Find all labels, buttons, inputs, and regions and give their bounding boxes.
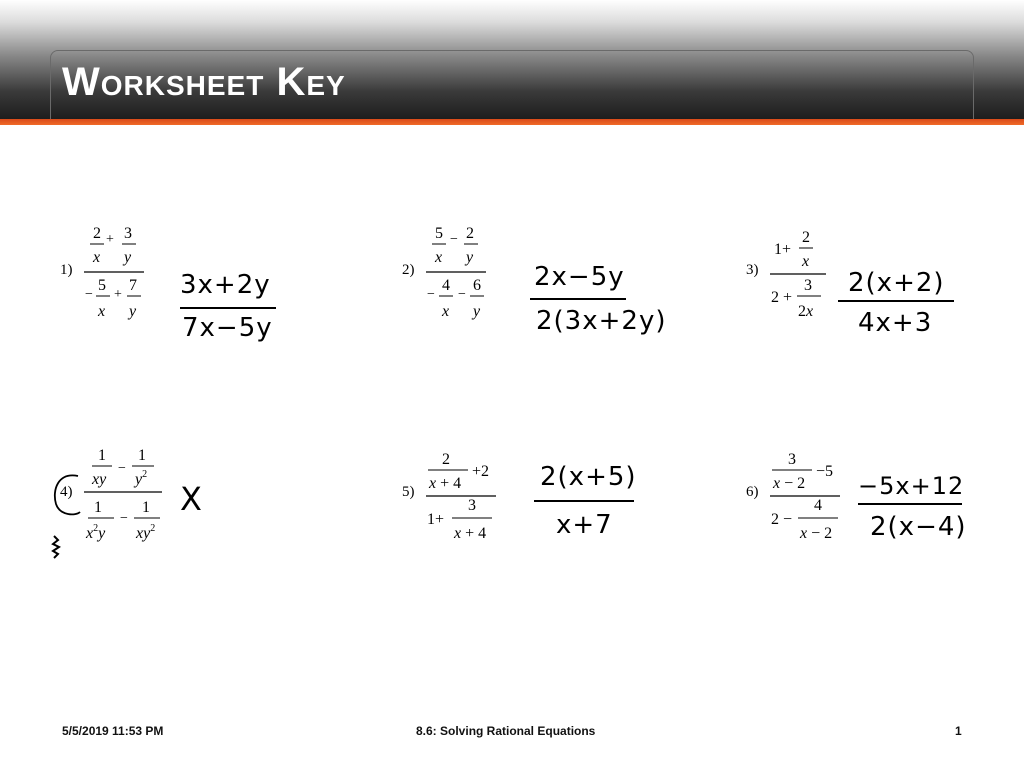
accent-bar: [0, 119, 1024, 125]
svg-text:2 −: 2 −: [771, 511, 793, 528]
problem-number: 3): [746, 262, 759, 278]
svg-text:y2: $y^2$: [135, 469, 148, 488]
svg-text:−5: −5: [816, 463, 834, 480]
problem-expression: [82, 218, 148, 326]
svg-text:3: 3: [804, 277, 812, 294]
svg-text:1+: 1+: [427, 511, 445, 528]
problem-number: 6): [746, 484, 759, 500]
answer-fraction-bar: [534, 500, 634, 502]
svg-text:6: 6: [473, 277, 481, 294]
svg-text:xy2: $xy^2$: [136, 523, 156, 542]
scribble-mark: [50, 534, 62, 560]
svg-text:x: x: [98, 303, 106, 320]
answer-numerator: 2(x+5): [540, 462, 637, 492]
answer-fraction-bar: [530, 298, 626, 300]
svg-text:+: +: [114, 287, 122, 302]
svg-text:3: 3: [788, 451, 796, 468]
answer-numerator: 2x−5y: [534, 262, 625, 292]
svg-text:x2y: $x^2y$: [86, 523, 106, 542]
svg-text:x − 2: x − 2: [773, 475, 806, 492]
svg-text:4: 4: [814, 497, 822, 514]
answer-fraction-bar: [838, 300, 954, 302]
svg-text:x + 4: x + 4: [429, 475, 462, 492]
answer-mark: X: [180, 480, 203, 518]
svg-text:y: y: [473, 303, 481, 320]
answer-denominator: 2(x−4): [870, 512, 967, 542]
footer-date: 5/5/2019 11:53 PM: [62, 724, 164, 738]
answer-numerator: 2(x+2): [848, 268, 945, 298]
svg-text:y: y: [129, 303, 137, 320]
svg-text:1: 1: [142, 499, 150, 516]
svg-text:x: x: [802, 253, 810, 270]
slide-title: Worksheet Key: [62, 60, 346, 104]
svg-text:xy: xy: [92, 471, 107, 488]
svg-text:−: −: [450, 232, 458, 247]
svg-text:2 +: 2 +: [771, 289, 793, 306]
problem-expression: [768, 446, 844, 550]
svg-text:1: 1: [94, 499, 102, 516]
svg-text:−: −: [427, 287, 435, 302]
svg-text:5: 5: [98, 277, 106, 294]
svg-text:−: −: [120, 511, 128, 526]
svg-text:−: −: [118, 461, 126, 476]
answer-denominator: 2(3x+2y): [536, 306, 667, 336]
svg-text:4: 4: [442, 277, 450, 294]
answer-denominator: 7x−5y: [182, 313, 273, 343]
svg-text:−: −: [458, 287, 466, 302]
problem-number: 1): [60, 262, 73, 278]
answer-fraction-bar: [180, 307, 276, 309]
svg-text:2x: 2x: [798, 303, 814, 320]
footer-section-title: 8.6: Solving Rational Equations: [416, 724, 596, 738]
problem-expression: [424, 218, 490, 326]
svg-text:x: x: [93, 249, 101, 266]
svg-text:x − 2: x − 2: [800, 525, 833, 542]
svg-text:3: 3: [468, 497, 476, 514]
answer-fraction-bar: [858, 503, 962, 505]
svg-text:5: 5: [435, 225, 443, 242]
svg-text:y: y: [124, 249, 132, 266]
svg-text:1: 1: [98, 447, 106, 464]
answer-numerator: −5x+12: [858, 472, 965, 500]
answer-denominator: x+7: [556, 510, 613, 540]
svg-text:x + 4: x + 4: [454, 525, 487, 542]
svg-text:+: +: [106, 232, 114, 247]
svg-text:1: 1: [138, 447, 146, 464]
svg-text:−: −: [85, 287, 93, 302]
svg-text:x: x: [435, 249, 443, 266]
svg-text:2: 2: [442, 451, 450, 468]
svg-text:2: 2: [802, 229, 810, 246]
problem-expression: [424, 446, 500, 550]
answer-denominator: 4x+3: [858, 308, 933, 338]
svg-text:2: 2: [466, 225, 474, 242]
footer-page-number: 1: [955, 724, 962, 738]
svg-text:2: 2: [93, 225, 101, 242]
problem-number: 2): [402, 262, 415, 278]
svg-text:+2: +2: [472, 463, 490, 480]
problem-expression: [82, 440, 166, 548]
problem-number: 5): [402, 484, 415, 500]
answer-numerator: 3x+2y: [180, 270, 271, 300]
svg-text:7: 7: [129, 277, 137, 294]
svg-text:1+: 1+: [774, 241, 792, 258]
svg-text:x: x: [442, 303, 450, 320]
svg-text:3: 3: [124, 225, 132, 242]
problem-number: 4): [60, 484, 73, 500]
svg-text:y: y: [466, 249, 474, 266]
problem-expression: [768, 224, 832, 328]
